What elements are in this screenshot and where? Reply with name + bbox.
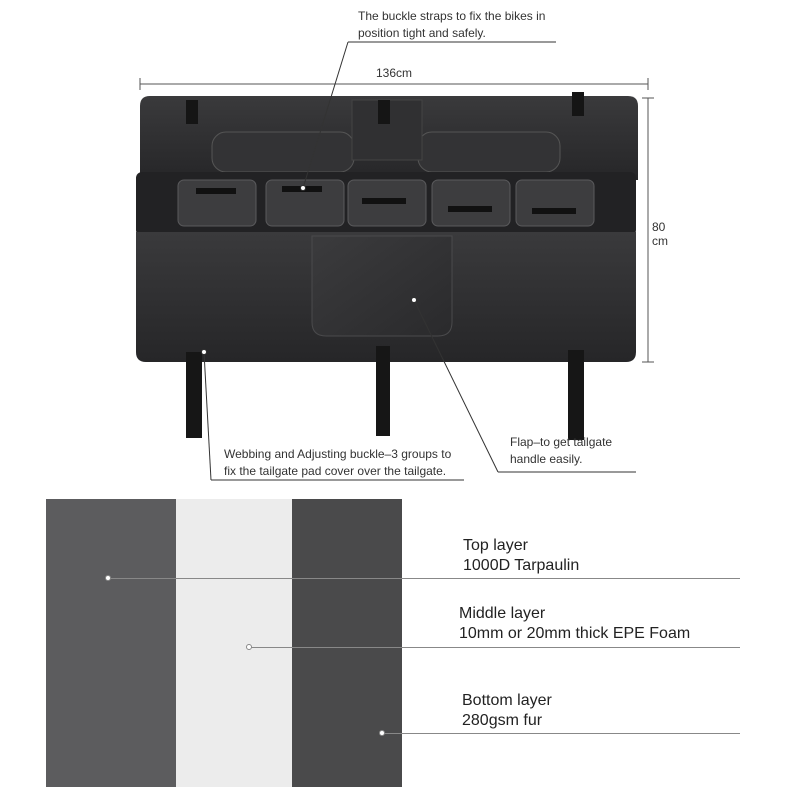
bottom-layer-dot [379, 730, 385, 736]
bottom-strap-left [186, 352, 202, 438]
swatch-tarpaulin [46, 499, 176, 787]
top-layer-name: Top layer [463, 537, 528, 554]
bottom-strap-center [376, 346, 390, 436]
bike-slot-5 [516, 180, 594, 226]
callout-webbing-line1: Webbing and Adjusting buckle–3 groups to [224, 447, 452, 461]
bike-slot-1 [178, 180, 256, 226]
height-dimension-label [652, 220, 668, 248]
top-buckle-right [572, 92, 584, 116]
tailgate-flap [312, 236, 452, 336]
callout-flap [510, 434, 612, 468]
height-dimension-unit: cm [652, 234, 668, 248]
bike-slot-4 [432, 180, 510, 226]
upper-pocket-right [418, 132, 560, 172]
top-layer-leader-line [108, 578, 740, 579]
callout-buckle-straps-line2: position tight and safely. [358, 26, 486, 40]
callout-webbing [224, 446, 451, 480]
top-buckle-left [186, 100, 198, 124]
top-layer-dot [105, 575, 111, 581]
middle-layer-material: 10mm or 20mm thick EPE Foam [459, 625, 691, 642]
middle-layer-dot [246, 644, 252, 650]
bottom-strap-right [568, 350, 584, 440]
bottom-layer-name: Bottom layer [462, 692, 552, 709]
top-layer-label [463, 536, 579, 576]
callout-flap-line2: handle easily. [510, 452, 583, 466]
buckle-leader-dot [301, 186, 306, 191]
bottom-layer-label [462, 691, 552, 731]
top-layer-material: 1000D Tarpaulin [463, 557, 580, 574]
bottom-layer-material: 280gsm fur [462, 712, 543, 729]
top-buckle-center [378, 100, 390, 124]
middle-layer-leader-line [249, 647, 740, 648]
flap-leader-dot [412, 298, 417, 303]
webbing-leader-dot [202, 350, 207, 355]
width-dimension-label: 136cm [376, 66, 413, 80]
height-dimension-value: 80 [652, 220, 666, 234]
callout-buckle-straps-line1: The buckle straps to fix the bikes in [358, 9, 546, 23]
swatch-foam [176, 499, 292, 787]
callout-flap-line1: Flap–to get tailgate [510, 435, 613, 449]
callout-webbing-line2: fix the tailgate pad cover over the tailgate. [224, 464, 447, 478]
middle-layer-name: Middle layer [459, 605, 546, 622]
upper-pocket-left [212, 132, 354, 172]
swatch-fur [292, 499, 402, 787]
bottom-layer-leader-line [382, 733, 740, 734]
middle-layer-label [459, 604, 690, 644]
callout-buckle-straps [358, 8, 545, 42]
